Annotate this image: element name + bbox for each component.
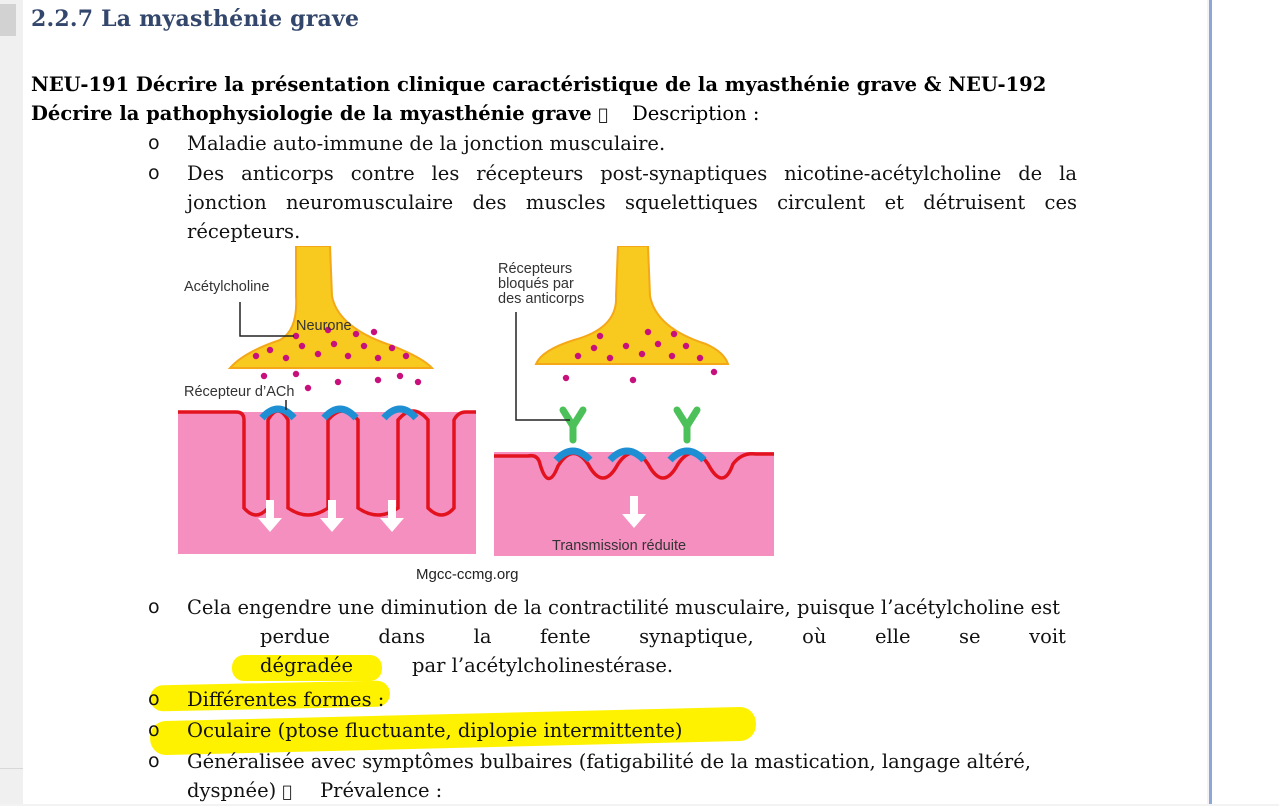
neuromuscular-figure <box>178 246 778 558</box>
item-6-line-1: Généralisée avec symptômes bulbaires (fatigabilité de la mastication, langage altéré, <box>187 750 1031 773</box>
word: elle <box>874 625 911 648</box>
list-item-6 <box>187 747 1077 806</box>
label-anticorps: des anticorps <box>498 291 585 307</box>
figure-caption: Mgcc-ccmg.org <box>416 566 519 583</box>
item-6-line-2-text: dyspnée) <box>187 779 277 802</box>
label-transmission: Transmission réduite <box>552 538 687 554</box>
right-margin <box>1212 0 1279 804</box>
word: fente <box>539 625 591 648</box>
normal-junction-panel <box>178 246 476 554</box>
bullet-3: o <box>148 596 160 618</box>
label-recepteurs: Récepteurs <box>498 261 573 277</box>
bullet-2: o <box>148 162 160 184</box>
symbol-box-icon <box>599 105 609 124</box>
word: perdue <box>260 625 330 648</box>
list-item-4: Différentes formes : <box>187 688 385 711</box>
prevalence-label: Prévalence : <box>310 779 433 802</box>
antibodies-right <box>563 410 697 440</box>
list-item-3 <box>187 593 1077 680</box>
word: où <box>802 625 827 648</box>
symbol-box-icon <box>282 782 292 801</box>
pointer-neurone <box>240 302 294 336</box>
gutter-line <box>0 768 23 769</box>
list-item-5: Oculaire (ptose fluctuante, diplopie intermittente) <box>187 719 683 742</box>
list-item-1: Maladie auto-immune de la jonction musculaire. <box>187 132 666 155</box>
section-heading: 2.2.7 La myasthénie grave <box>31 6 360 32</box>
objective-line-2-text: Décrire la pathophysiologie de la myasthénie grave <box>31 102 592 125</box>
label-neurone: Neurone <box>296 318 352 334</box>
bullet-6: o <box>148 750 160 772</box>
word: se <box>959 625 981 648</box>
label-acetylcholine: Acétylcholine <box>184 279 270 295</box>
bullet-1: o <box>148 132 160 154</box>
blocked-junction-panel <box>494 246 774 556</box>
item-3-line-3 <box>260 651 1077 680</box>
objective-line-1: NEU-191 Décrire la présentation clinique caractéristique de la myasthénie grave & NEU-192 <box>31 73 1047 96</box>
label-bloques: bloqués par <box>498 276 574 292</box>
word: synaptique, <box>639 625 754 648</box>
bullet-4: o <box>148 688 160 710</box>
word: la <box>473 625 492 648</box>
left-gutter <box>0 0 24 804</box>
figure-svg <box>178 246 778 558</box>
item-3-line-2 <box>260 622 1066 651</box>
label-recepteur: Récepteur d’ACh <box>184 384 295 400</box>
description-label: Description : <box>622 102 750 125</box>
gutter-mark <box>0 4 16 36</box>
item-3-line-1: Cela engendre une diminution de la contractilité musculaire, puisque l’acétylcholine est <box>187 596 1061 619</box>
item-3-line-3-rest: par l’acétylcholinestérase. <box>412 654 674 677</box>
pointer-antibody <box>516 312 570 420</box>
list-item-2: Des anticorps contre les récepteurs post-synaptiques nicotine-acétylcholine de la jonction neuromusculaire des muscles squelettiques circulent et détruisent ces récepteurs. <box>187 162 1077 243</box>
item-6-line-2 <box>187 776 1077 806</box>
word-degradee: dégradée <box>260 654 354 677</box>
objective-line-2 <box>31 99 1091 129</box>
word: dans <box>378 625 426 648</box>
bullet-5: o <box>148 719 160 741</box>
neuron-left <box>230 246 432 368</box>
learning-objective <box>31 70 1091 129</box>
word: voit <box>1029 625 1066 648</box>
